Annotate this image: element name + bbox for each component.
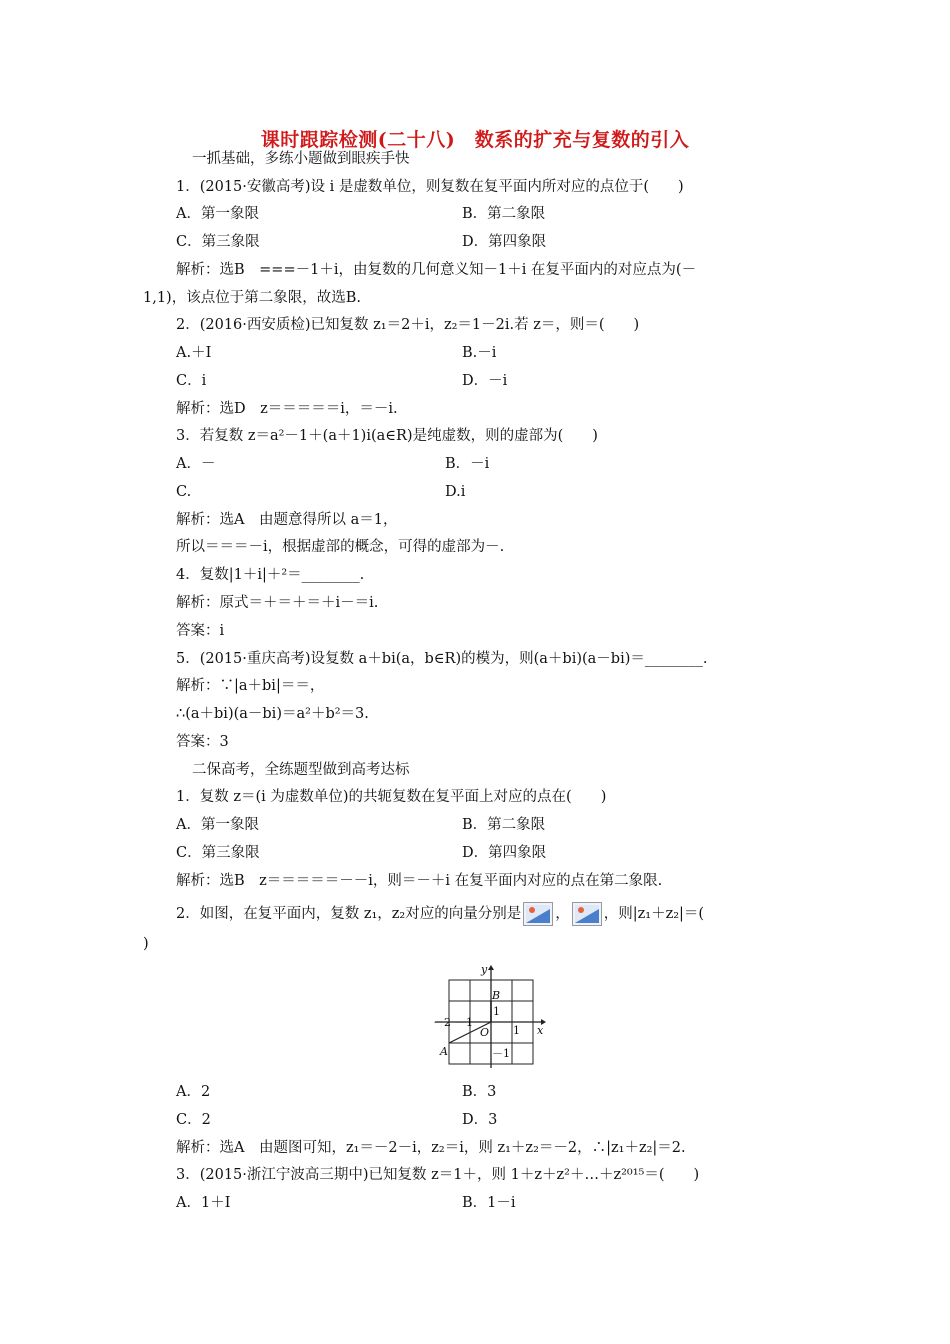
q5-solution-line2: ∴(a＋bi)(a－bi)＝a²＋b²＝3. — [176, 706, 369, 722]
p3-stem: 3．(2015·浙江宁波高三期中)已知复数 z＝1＋，则 1＋z＋z²＋…＋z²⁰¹⁵＝( ) — [176, 1167, 700, 1183]
complex-plane-graph — [425, 962, 550, 1072]
p2-option-a: A．2 — [176, 1084, 211, 1100]
p2-option-d: D．3 — [462, 1112, 498, 1128]
q1-option-b: B．第二象限 — [462, 206, 546, 222]
q3-option-b: B．－i — [445, 456, 490, 472]
x-tick-neg1: －1 — [455, 1016, 473, 1029]
q3-solution-line1: 解析：选A 由题意得所以 a＝1， — [176, 512, 398, 528]
y-axis-label: y — [481, 963, 488, 976]
point-a-label: A — [440, 1045, 448, 1058]
q2-option-b: B.－i — [462, 345, 497, 361]
q3-option-a: A．－ — [176, 456, 216, 472]
p2-option-c: C．2 — [176, 1112, 211, 1128]
p1-solution: 解析：选B z＝＝＝＝＝－－i，则＝－＋i 在复平面内对应的点在第二象限. — [176, 873, 663, 889]
q1-solution-line1: 解析：选B ===－1＋i，由复数的几何意义知－1＋i 在复平面内的对应点为(－ — [176, 262, 697, 278]
q2-option-c: C．i — [176, 373, 207, 389]
vector-ob-image-icon — [572, 902, 602, 926]
p2-option-b: B．3 — [462, 1084, 497, 1100]
p1-option-b: B．第二象限 — [462, 817, 546, 833]
p2-stem-separator: ， — [555, 906, 570, 922]
q1-option-a: A．第一象限 — [176, 206, 259, 222]
q2-solution: 解析：选D z＝＝＝＝＝i，＝－i. — [176, 401, 398, 417]
q4-solution: 解析：原式＝＋＝＋＝＋i－＝i. — [176, 595, 379, 611]
q4-stem: 4．复数|1＋i|＋²＝________. — [176, 567, 365, 583]
y-tick-neg1: －1 — [492, 1047, 510, 1060]
p1-option-a: A．第一象限 — [176, 817, 259, 833]
q3-solution-line2: 所以＝＝＝－i，根据虚部的概念，可得的虚部为－. — [176, 539, 505, 555]
section-2-heading: 二保高考，全练题型做到高考达标 — [192, 762, 410, 778]
q1-solution-line2: 1,1)，该点位于第二象限，故选B. — [143, 290, 361, 306]
q5-stem: 5．(2015·重庆高考)设复数 a＋bi(a，b∈R)的模为，则(a＋bi)(a－bi)＝________. — [176, 651, 708, 667]
q5-solution-line1: 解析：∵|a＋bi|＝＝， — [176, 678, 325, 694]
x-axis-label: x — [537, 1024, 544, 1037]
p3-option-a: A．1＋I — [176, 1195, 231, 1211]
q1-option-c: C．第三象限 — [176, 234, 260, 250]
q4-answer: 答案：i — [176, 623, 225, 639]
q2-option-d: D．－i — [462, 373, 508, 389]
page-title: 课时跟踪检测(二十八) 数系的扩充与复数的引入 — [260, 129, 690, 151]
p2-stem-tail: ) — [143, 936, 149, 952]
q3-stem: 3．若复数 z＝a²－1＋(a＋1)i(a∈R)是纯虚数，则的虚部为( ) — [176, 428, 598, 444]
y-tick-1: 1 — [493, 1005, 500, 1018]
x-tick-neg2: －2 — [433, 1016, 451, 1029]
vector-oa-image-icon — [523, 902, 553, 926]
y-axis-arrow — [488, 965, 494, 970]
q1-stem: 1．(2015·安徽高考)设 i 是虚数单位，则复数在复平面内所对应的点位于( ) — [176, 179, 684, 195]
p2-stem-part-a: 2．如图，在复平面内，复数 z₁，z₂对应的向量分别是 — [176, 906, 522, 922]
p2-stem-part-b: ，则|z₁＋z₂|＝( — [603, 906, 705, 922]
p1-option-c: C．第三象限 — [176, 845, 260, 861]
origin-label: O — [480, 1026, 490, 1039]
q2-stem: 2．(2016·西安质检)已知复数 z₁＝2＋i，z₂＝1－2i.若 z＝，则＝( ) — [176, 317, 640, 333]
section-1-heading: 一抓基础，多练小题做到眼疾手快 — [192, 151, 410, 167]
p3-option-b: B．1－i — [462, 1195, 516, 1211]
q2-option-a: A.＋I — [176, 345, 212, 361]
q3-option-c: C. — [176, 484, 192, 500]
q3-option-d: D.i — [445, 484, 466, 500]
point-b-label: B — [492, 989, 501, 1002]
q1-option-d: D．第四象限 — [462, 234, 547, 250]
x-tick-1: 1 — [513, 1024, 520, 1037]
p1-option-d: D．第四象限 — [462, 845, 547, 861]
q5-answer: 答案：3 — [176, 734, 229, 750]
p2-stem — [176, 902, 704, 926]
p2-solution: 解析：选A 由题图可知，z₁＝－2－i，z₂＝i，则 z₁＋z₂＝－2，∴|z₁＋z₂|＝2. — [176, 1140, 686, 1156]
p1-stem: 1．复数 z＝(i 为虚数单位)的共轭复数在复平面上对应的点在( ) — [176, 789, 607, 805]
